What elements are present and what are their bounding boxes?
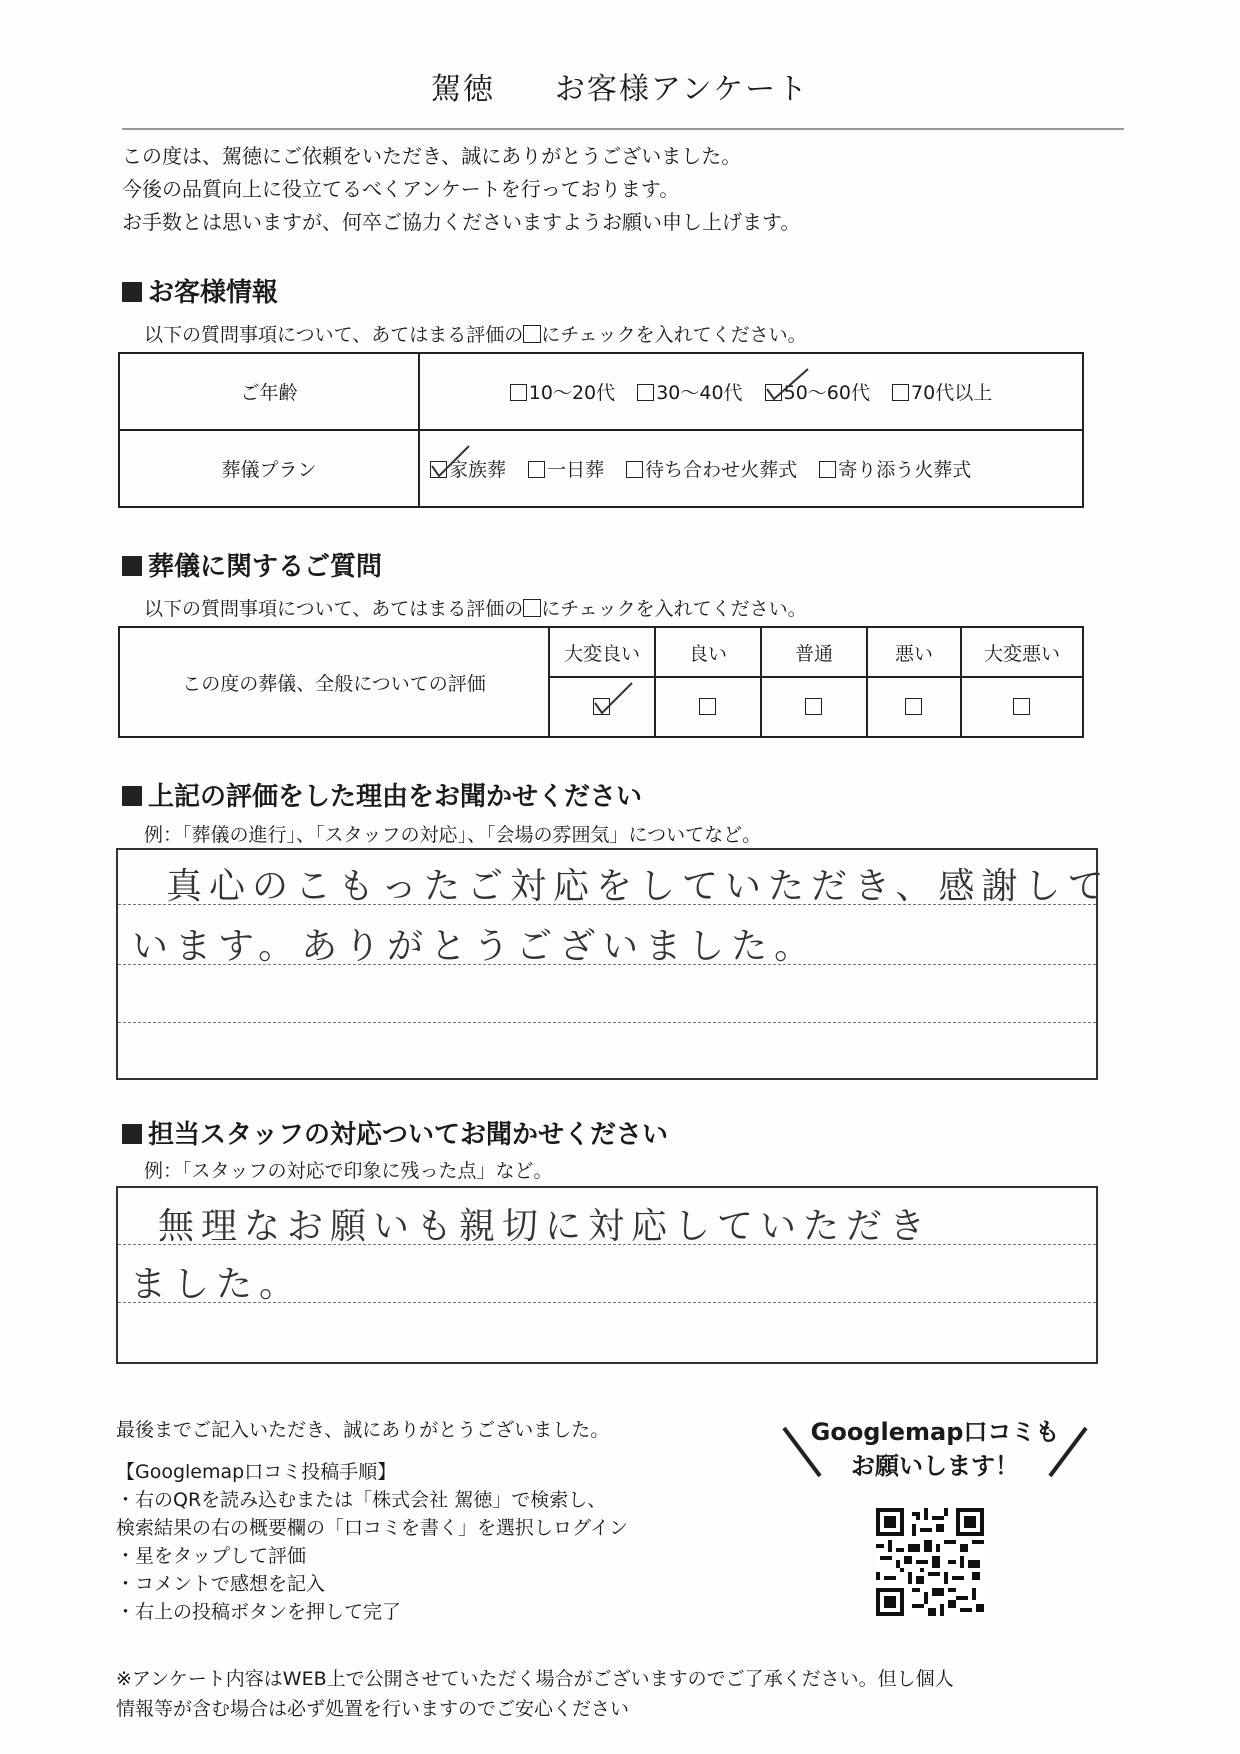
checkbox[interactable] (637, 384, 654, 401)
survey-title: お客様アンケート (554, 72, 810, 107)
qr-code-icon[interactable] (876, 1508, 984, 1616)
square-bullet-icon (122, 1124, 142, 1144)
checkbox-sample-icon (523, 599, 541, 617)
checkmark-icon (429, 440, 475, 480)
checkbox[interactable] (805, 698, 822, 715)
handwritten-answer-line: ました。 (130, 1264, 303, 1305)
plan-option-meetup-cremation[interactable]: 待ち合わせ火葬式 (626, 459, 797, 481)
brand-name: 駕徳 (430, 72, 495, 107)
rating-table (118, 626, 1084, 738)
rating-header: 大変悪い (961, 627, 1083, 677)
googlemap-cta (770, 1404, 1100, 1484)
intro-line: お手数とは思いますが、何卒ご協力くださいますようお願い申し上げます。 (122, 210, 801, 234)
customer-info-instruction: 以下の質問事項について、あてはまる評価の にチェックを入れてください。 (144, 324, 807, 346)
plan-label-cell: 葬儀プラン (119, 430, 419, 507)
intro-line: 今後の品質向上に役立てるべくアンケートを行っております。 (122, 177, 680, 201)
review-step: ・コメントで感想を記入 (116, 1573, 326, 1595)
plan-option-companion-cremation[interactable]: 寄り添う火葬式 (819, 459, 971, 481)
checkbox[interactable] (819, 461, 836, 478)
rating-cell-bad[interactable] (867, 677, 961, 737)
page-title (0, 64, 1240, 108)
age-option-30-40[interactable]: 30～40代 (637, 382, 742, 404)
review-step: ・右上の投稿ボタンを押して完了 (116, 1601, 402, 1623)
review-steps-title: 【Googlemap口コミ投稿手順】 (116, 1461, 397, 1483)
checkbox[interactable] (1013, 698, 1030, 715)
review-step: ・星をタップして評価 (116, 1545, 307, 1567)
section-heading-funeral-question: 葬儀に関するご質問 (122, 546, 382, 583)
checkbox[interactable] (626, 461, 643, 478)
section-heading-staff: 担当スタッフの対応ついてお聞かせください (122, 1114, 668, 1151)
rating-cell-good[interactable] (655, 677, 761, 737)
checkbox-checked[interactable] (765, 384, 782, 401)
customer-info-table (118, 352, 1084, 508)
reason-example: 例：「葬儀の進行」、「スタッフの対応」、「会場の雰囲気」についてなど。 (144, 824, 762, 846)
checkbox[interactable] (892, 384, 909, 401)
closing-section (116, 1416, 628, 1626)
age-option-50-60[interactable]: 50～60代 (765, 382, 870, 404)
rating-header: 良い (655, 627, 761, 677)
checkmark-icon (764, 363, 810, 403)
handwritten-answer-line: 無理なお願いも親切に対応していただき (158, 1206, 933, 1247)
plan-option-family[interactable]: 家族葬 (430, 459, 506, 481)
checkbox[interactable] (905, 698, 922, 715)
note-line: 情報等が含む場合は必ず処置を行いますのでご安心ください (116, 1698, 630, 1720)
handwritten-answer-line: 真心のこもったご対応をしていただき、感謝して (166, 866, 1111, 907)
review-step: 検索結果の右の概要欄の「口コミを書く」を選択しログイン (116, 1517, 629, 1539)
checkbox[interactable] (528, 461, 545, 478)
handwritten-answer-line: います。ありがとうございました。 (132, 926, 818, 967)
checkbox-checked[interactable] (593, 698, 610, 715)
intro-line: この度は、駕徳にご依頼をいただき、誠にありがとうございました。 (122, 144, 742, 168)
checkbox-sample-icon (523, 325, 541, 343)
rating-cell-very-good[interactable] (549, 677, 655, 737)
closing-thanks: 最後までご記入いただき、誠にありがとうございました。 (116, 1419, 610, 1441)
ruled-line (118, 1022, 1096, 1023)
cta-line-1: Googlemap口コミも (810, 1418, 1060, 1446)
cta-line-2: お願いします！ (851, 1452, 1019, 1480)
plan-options-cell (419, 430, 1083, 507)
review-step: ・右のQRを読み込むまたは「株式会社 駕徳」で検索し、 (116, 1489, 607, 1511)
square-bullet-icon (122, 556, 142, 576)
age-options-cell (419, 353, 1083, 430)
checkbox[interactable] (510, 384, 527, 401)
disclaimer-note (116, 1664, 954, 1724)
rating-cell-average[interactable] (761, 677, 867, 737)
rating-row-label: この度の葬儀、全般についての評価 (119, 627, 549, 737)
section-heading-customer-info: お客様情報 (122, 272, 278, 309)
qr-code-graphic (876, 1508, 984, 1616)
rating-header: 大変良い (549, 627, 655, 677)
checkbox[interactable] (699, 698, 716, 715)
title-divider (122, 128, 1124, 130)
square-bullet-icon (122, 786, 142, 806)
staff-answer-box[interactable] (116, 1186, 1098, 1364)
staff-example: 例：「スタッフの対応で印象に残った点」など。 (144, 1160, 553, 1182)
age-option-10-20[interactable]: 10～20代 (510, 382, 615, 404)
funeral-question-instruction: 以下の質問事項について、あてはまる評価の にチェックを入れてください。 (144, 598, 807, 620)
square-bullet-icon (122, 282, 142, 302)
rating-cell-very-bad[interactable] (961, 677, 1083, 737)
intro-text (122, 140, 800, 239)
age-label-cell: ご年齢 (119, 353, 419, 430)
checkmark-icon (592, 677, 638, 717)
note-line: ※アンケート内容はWEB上で公開させていただく場合がございますのでご了承ください。但し個人 (116, 1668, 954, 1690)
section-heading-reason: 上記の評価をした理由をお聞かせください (122, 776, 642, 813)
rating-header: 普通 (761, 627, 867, 677)
plan-option-one-day[interactable]: 一日葬 (528, 459, 604, 481)
rating-header: 悪い (867, 627, 961, 677)
age-option-70-plus[interactable]: 70代以上 (892, 382, 992, 404)
checkbox-checked[interactable] (430, 461, 447, 478)
reason-answer-box[interactable] (116, 848, 1111, 1080)
